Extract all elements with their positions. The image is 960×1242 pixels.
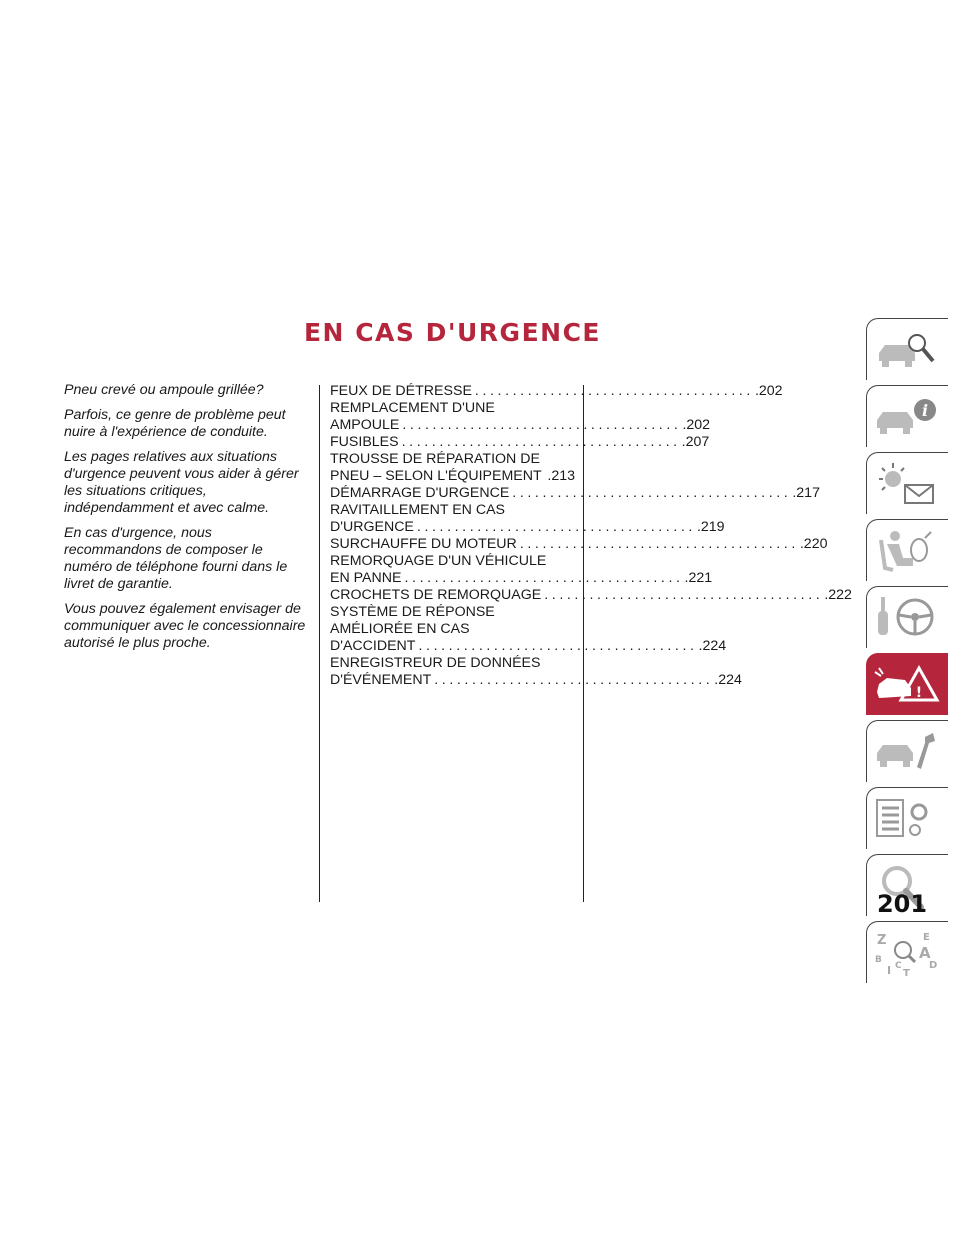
chapter-tab[interactable] [866, 385, 948, 447]
chapter-tab[interactable] [866, 921, 948, 983]
toc-page-number: .224 [698, 638, 727, 654]
toc-entry[interactable] [330, 553, 713, 587]
intro-paragraph: Les pages relatives aux situations d'urgence peuvent vous aider à gérer les situations critiques, indépendamment et avec calme. [64, 449, 299, 516]
intro-paragraph: Vous pouvez également envisager de communiquer avec le concessionnaire autorisé le plus proche. [64, 601, 306, 651]
toc-entry-row [330, 485, 820, 502]
toc-entry[interactable] [330, 655, 742, 689]
toc-entry[interactable] [330, 502, 725, 536]
toc-entry-label: D'ÉVÉNEMENT [330, 672, 432, 688]
toc-page-number: .222 [824, 587, 852, 603]
intro-paragraph: Pneu crevé ou ampoule grillée? [64, 382, 264, 398]
chapter-tab[interactable] [866, 452, 948, 514]
toc-entry-row [330, 672, 742, 689]
toc-leader-dots [545, 468, 547, 485]
toc-entry-label: CROCHETS DE REMORQUAGE [330, 587, 542, 603]
toc-entry[interactable] [330, 604, 727, 655]
svg-text:Z: Z [877, 933, 887, 948]
toc-page-number: .220 [799, 536, 828, 552]
toc-leader-dots: ..................................... [402, 417, 682, 433]
page-number: 201 [876, 890, 928, 918]
chapter-tabs [866, 318, 948, 988]
toc-page-number: .202 [754, 383, 783, 399]
toc-entry-line: TROUSSE DE RÉPARATION DE [330, 451, 540, 467]
toc-entry-row [330, 536, 828, 553]
toc-entry[interactable] [330, 587, 852, 604]
svg-text:A: A [919, 944, 931, 962]
table-of-contents [330, 383, 852, 689]
svg-text:i: i [921, 401, 929, 420]
svg-text:B: B [875, 955, 882, 965]
toc-entry-row [330, 417, 711, 434]
intro-text [64, 382, 310, 660]
toc-entry[interactable] [330, 536, 828, 553]
toc-entry-row [330, 587, 852, 604]
toc-entry-line: RAVITAILLEMENT EN CAS [330, 502, 506, 518]
column-divider-left [319, 385, 320, 902]
toc-entry-label: EN PANNE [330, 570, 402, 586]
toc-entry[interactable] [330, 485, 820, 502]
toc-entry-label: DÉMARRAGE D'URGENCE [330, 485, 510, 501]
toc-leader-dots: ..................................... [512, 485, 792, 501]
toc-entry-row [330, 434, 710, 451]
svg-text:D: D [929, 960, 938, 971]
toc-entry-label: D'ACCIDENT [330, 638, 416, 654]
toc-entry-label: AMPOULE [330, 417, 400, 433]
toc-page-number: .224 [714, 672, 742, 688]
toc-page-number: .202 [682, 417, 711, 433]
intro-paragraph: Parfois, ce genre de problème peut nuire à l'expérience de conduite. [64, 407, 286, 440]
toc-page-number: .221 [684, 570, 713, 586]
toc-leader-dots: ..................................... [474, 383, 754, 399]
toc-entry[interactable] [330, 383, 783, 400]
toc-entry-row [330, 468, 575, 485]
chapter-tab[interactable] [866, 653, 948, 715]
toc-entry-row [330, 570, 713, 587]
toc-entry-line: REMORQUAGE D'UN VÉHICULE [330, 553, 547, 569]
chapter-tab[interactable] [866, 720, 948, 782]
toc-leader-dots: ..................................... [404, 570, 684, 586]
toc-entry[interactable] [330, 400, 711, 434]
toc-entry-row [330, 383, 783, 400]
toc-page-number: .219 [696, 519, 725, 535]
svg-text:I: I [887, 964, 892, 977]
intro-paragraph: En cas d'urgence, nous recommandons de composer le numéro de téléphone fourni dans le livret de garantie. [64, 525, 288, 592]
chapter-title: EN CAS D'URGENCE [303, 318, 601, 347]
chapter-tab[interactable] [866, 519, 948, 581]
toc-page-number: .213 [547, 468, 575, 484]
toc-leader-dots: ..................................... [418, 638, 698, 654]
toc-entry-label: D'URGENCE [330, 519, 414, 535]
toc-entry[interactable] [330, 434, 710, 451]
toc-leader-dots: ..................................... [519, 536, 799, 552]
chapter-tab[interactable] [866, 787, 948, 849]
toc-entry-line: AMÉLIORÉE EN CAS [330, 621, 470, 637]
toc-page-number: .207 [681, 434, 710, 450]
toc-leader-dots: ..................................... [434, 672, 714, 688]
toc-entry-row [330, 519, 725, 536]
toc-leader-dots: ..................................... [416, 519, 696, 535]
svg-text:T: T [903, 968, 910, 979]
toc-entry-line: SYSTÈME DE RÉPONSE [330, 604, 495, 620]
toc-leader-dots: ..................................... [544, 587, 824, 603]
toc-entry-label: FEUX DE DÉTRESSE [330, 383, 472, 399]
toc-entry-line: REMPLACEMENT D'UNE [330, 400, 495, 416]
chapter-tab[interactable] [866, 318, 948, 380]
toc-entry-line: ENREGISTREUR DE DONNÉES [330, 655, 541, 671]
chapter-tab[interactable] [866, 586, 948, 648]
svg-text:E: E [923, 932, 930, 943]
toc-entry-row [330, 638, 727, 655]
svg-text:!: ! [915, 685, 923, 701]
toc-page-number: .217 [792, 485, 820, 501]
svg-text:C: C [895, 961, 902, 971]
toc-entry-label: SURCHAUFFE DU MOTEUR [330, 536, 517, 552]
toc-entry-label: PNEU – SELON L'ÉQUIPEMENT [330, 468, 542, 484]
toc-entry[interactable] [330, 451, 575, 485]
toc-entry-label: FUSIBLES [330, 434, 399, 450]
toc-leader-dots: ..................................... [401, 434, 681, 450]
